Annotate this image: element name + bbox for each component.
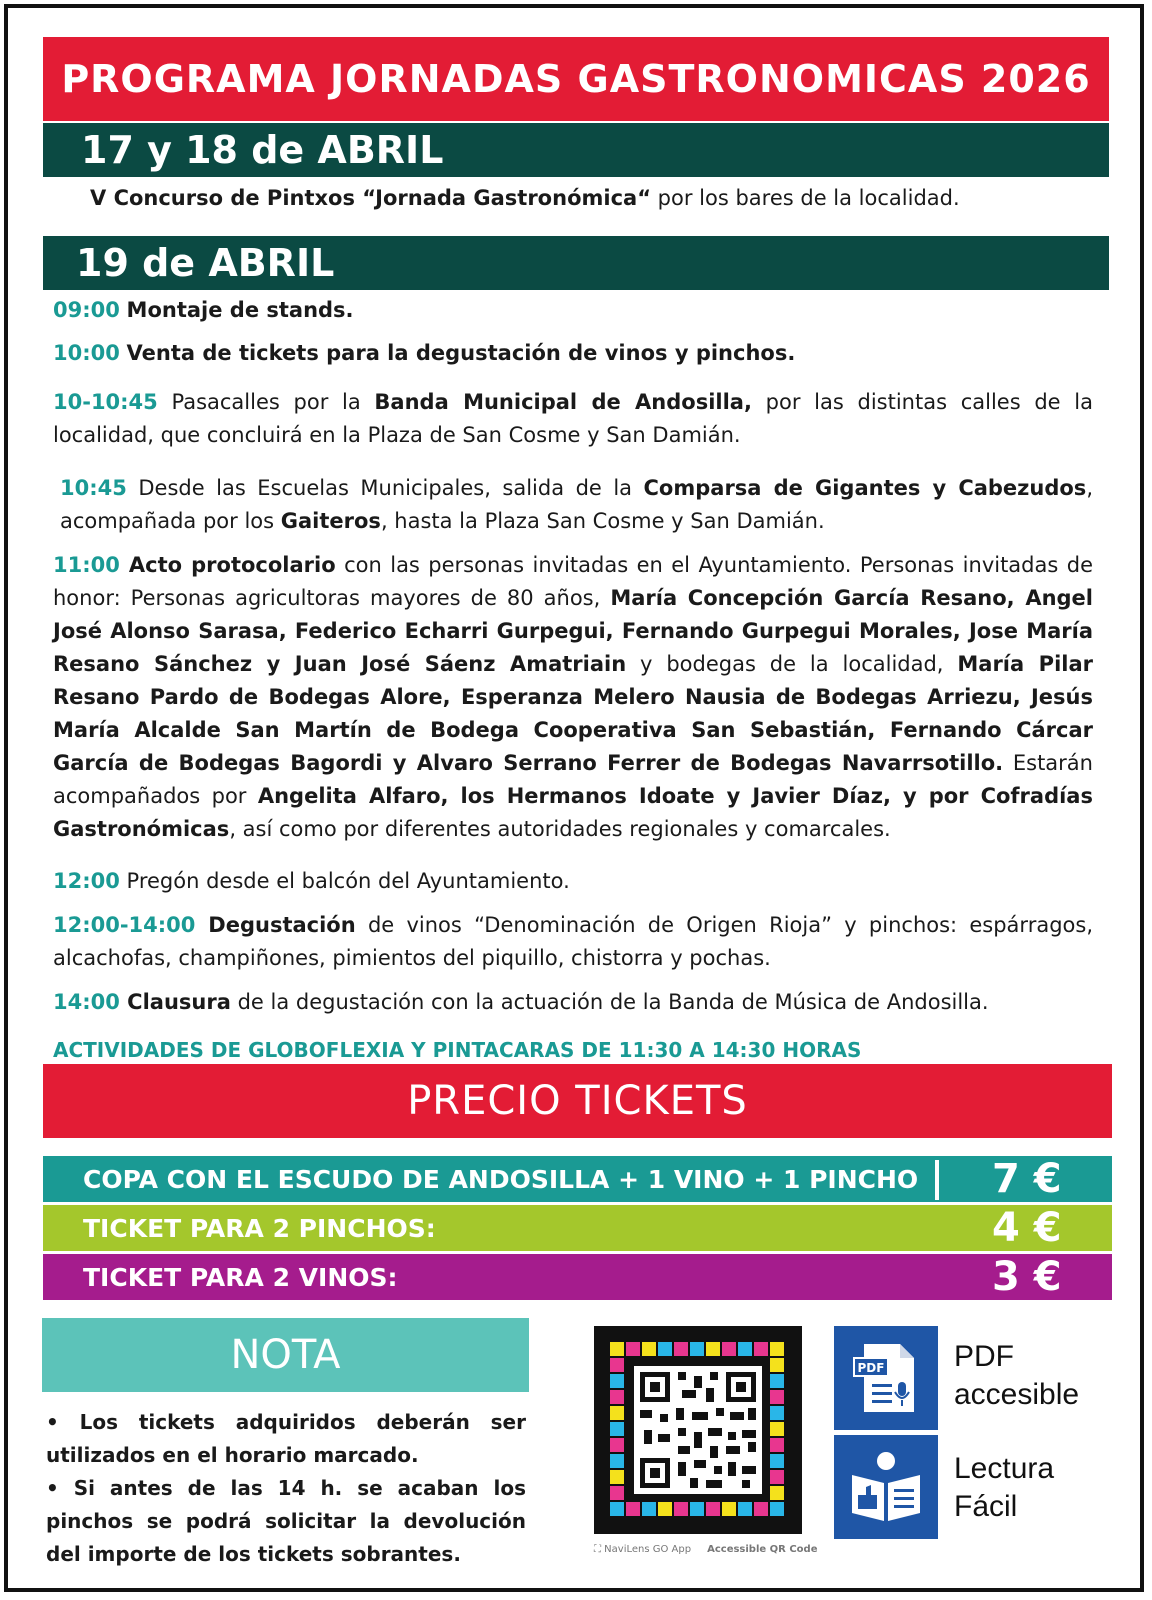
event-text: Desde las Escuelas Municipales, salida de la xyxy=(126,476,644,500)
qr-border-cell xyxy=(690,1502,704,1516)
event-text: Estarán acompañados por xyxy=(53,751,1093,808)
qr-border-cell xyxy=(658,1342,672,1356)
event-text: de la degustación con la actuación de la Banda de Música de Andosilla. xyxy=(230,990,989,1014)
qr-border-cell xyxy=(754,1342,768,1356)
event-text: por las distintas calles de la localidad, que concluirá en la Plaza de San Cosme y San Damián. xyxy=(53,390,1093,447)
qr-border-cell xyxy=(610,1406,624,1420)
date-heading-17-18: 17 y 18 de ABRIL xyxy=(43,123,1109,177)
qr-caption xyxy=(594,1544,818,1555)
event-highlight: Banda Municipal de Andosilla, xyxy=(374,390,752,414)
qr-border-cell xyxy=(642,1502,656,1516)
nota-item: • Los tickets adquiridos deberán ser utilizados en el horario marcado. xyxy=(46,1410,526,1467)
qr-border-cell xyxy=(610,1502,624,1516)
event-time: 14:00 xyxy=(53,990,120,1014)
event-text: Montaje de stands. xyxy=(126,298,354,322)
event-1000 xyxy=(53,341,795,365)
qr-border-cell xyxy=(754,1502,768,1516)
pdf-document-icon xyxy=(834,1326,938,1430)
event-time: 12:00-14:00 xyxy=(53,913,196,937)
qr-border-cell xyxy=(770,1486,784,1500)
concurso-rest: por los bares de la localidad. xyxy=(651,186,960,210)
qr-border-cell xyxy=(610,1422,624,1436)
pdf-accesible-button[interactable] xyxy=(834,1326,938,1430)
event-highlight: María Pilar Resano Pardo de Bodegas Alore, Esperanza Melero Nausia de Bodegas Arriezu, Jesús María Alcalde San Martín de Bodega Cooperativa San Sebastián, Fernando Cárcar García de Bodegas Bagordi y Alvaro Serrano Ferrer de Bodegas Navarrsotillo. xyxy=(53,652,1094,775)
event-time: 10:00 xyxy=(53,341,120,365)
price-row-pinchos xyxy=(43,1205,1112,1251)
qr-border-cell xyxy=(626,1502,640,1516)
price-row-copa xyxy=(43,1156,1112,1202)
event-highlight: Clausura xyxy=(119,990,231,1014)
price-amount: 7 € xyxy=(992,1156,1062,1202)
event-time: 11:00 xyxy=(53,553,120,577)
event-highlight: Gaiteros xyxy=(280,509,381,533)
qr-border-cell xyxy=(738,1342,752,1356)
qr-border-cell xyxy=(626,1342,640,1356)
event-1100 xyxy=(53,549,1093,846)
qr-border-cell xyxy=(770,1342,784,1356)
qr-border-cell xyxy=(738,1502,752,1516)
price-divider xyxy=(935,1160,939,1200)
price-label: TICKET PARA 2 PINCHOS: xyxy=(83,1213,436,1243)
qr-border-cell xyxy=(674,1342,688,1356)
qr-code-icon xyxy=(610,1342,786,1518)
event-highlight: Degustación xyxy=(195,913,356,937)
qr-border-cell xyxy=(674,1502,688,1516)
event-time: 10:45 xyxy=(60,476,127,500)
event-time: 09:00 xyxy=(53,298,120,322)
pdf-accesible-label xyxy=(954,1338,1079,1414)
event-highlight: Acto protocolario xyxy=(119,553,336,577)
qr-border-cell xyxy=(770,1406,784,1420)
qr-border-cell xyxy=(722,1342,736,1356)
nota-heading: NOTA xyxy=(42,1318,529,1392)
nota-list xyxy=(46,1406,526,1571)
date-heading-19: 19 de ABRIL xyxy=(43,236,1109,290)
event-time: 10-10:45 xyxy=(53,390,158,414)
qr-border-cell xyxy=(642,1342,656,1356)
lectura-label-line: Lectura xyxy=(954,1452,1055,1485)
qr-border-cell xyxy=(706,1502,720,1516)
lectura-label-line: Fácil xyxy=(954,1490,1018,1523)
qr-border-cell xyxy=(770,1502,784,1516)
price-amount: 3 € xyxy=(992,1254,1062,1300)
price-label: COPA CON EL ESCUDO DE ANDOSILLA + 1 VINO + 1 PINCHO xyxy=(83,1164,919,1194)
event-0900 xyxy=(53,298,354,322)
qr-border-cell xyxy=(610,1454,624,1468)
event-text: con las personas invitadas en el Ayuntamiento. Personas invitadas de honor: Personas agricultoras mayores de 80 años, xyxy=(53,553,1093,610)
qr-border-cell xyxy=(610,1438,624,1452)
event-text: de vinos “Denominación de Origen Rioja” y pinchos: espárragos, alcachofas, champiñones, pimientos del piquillo, chistorra y pochas. xyxy=(53,913,1093,970)
pdf-label-line: PDF xyxy=(954,1340,1014,1373)
event-highlight: Angelita Alfaro, los Hermanos Idoate y Javier Díaz, y por Cofradías Gastronómicas xyxy=(53,784,1093,841)
qr-border-cell xyxy=(770,1438,784,1452)
event-time: 12:00 xyxy=(53,869,120,893)
qr-caption-accessible: Accessible QR Code xyxy=(707,1544,818,1555)
concurso-title: V Concurso de Pintxos “Jornada Gastronómica“ xyxy=(90,186,651,210)
qr-border-cell xyxy=(770,1390,784,1404)
event-text: y bodegas de la localidad, xyxy=(626,652,958,676)
navilens-qr-code[interactable] xyxy=(594,1326,802,1534)
concurso-line xyxy=(90,186,960,210)
qr-border-cell xyxy=(706,1342,720,1356)
qr-border-cell xyxy=(658,1502,672,1516)
event-highlight: Comparsa de Gigantes y Cabezudos xyxy=(643,476,1087,500)
event-1010-1045 xyxy=(53,386,1093,452)
qr-border-cell xyxy=(610,1358,624,1372)
qr-border-cell xyxy=(770,1358,784,1372)
event-text: , así como por diferentes autoridades regionales y comarcales. xyxy=(229,817,891,841)
pdf-icon-label: PDF xyxy=(857,1361,885,1375)
event-1045 xyxy=(60,472,1093,538)
qr-border-cell xyxy=(770,1454,784,1468)
event-text: , acompañada por los xyxy=(60,476,1093,533)
event-text: Pasacalles por la xyxy=(157,390,375,414)
lectura-facil-button[interactable] xyxy=(834,1435,938,1539)
qr-border-cell xyxy=(770,1374,784,1388)
page-title: PROGRAMA JORNADAS GASTRONOMICAS 2026 xyxy=(43,37,1109,121)
event-text: , hasta la Plaza San Cosme y San Damián. xyxy=(380,509,825,533)
easy-read-icon xyxy=(834,1435,938,1539)
qr-border-cell xyxy=(690,1342,704,1356)
qr-border-cell xyxy=(770,1470,784,1484)
lectura-facil-label xyxy=(954,1450,1054,1526)
qr-caption-app: ⛶ NaviLens GO App xyxy=(594,1544,692,1555)
qr-border-cell xyxy=(722,1502,736,1516)
qr-border-cell xyxy=(610,1342,624,1356)
qr-border-cell xyxy=(610,1390,624,1404)
event-1200 xyxy=(53,869,570,893)
event-highlight: María Concepción García Resano, Angel José Alonso Sarasa, Federico Echarri Gurpegui, Fernando Gurpegui Morales, Jose María Resano Sánchez y Juan José Sáenz Amatriain xyxy=(53,586,1093,676)
pdf-label-line: accesible xyxy=(954,1378,1080,1411)
event-text: Pregón desde el balcón del Ayuntamiento. xyxy=(119,869,570,893)
precio-tickets-heading: PRECIO TICKETS xyxy=(43,1064,1112,1138)
actividades-note: ACTIVIDADES DE GLOBOFLEXIA Y PINTACARAS DE 11:30 A 14:30 HORAS xyxy=(53,1038,862,1062)
qr-border-cell xyxy=(610,1374,624,1388)
qr-border-cell xyxy=(770,1422,784,1436)
nota-item: • Si antes de las 14 h. se acaban los pinchos se podrá solicitar la devolución del importe de los tickets sobrantes. xyxy=(46,1476,526,1566)
event-1200-1400 xyxy=(53,909,1093,975)
qr-border-cell xyxy=(610,1486,624,1500)
price-row-vinos xyxy=(43,1254,1112,1300)
price-label: TICKET PARA 2 VINOS: xyxy=(83,1262,398,1292)
qr-border-cell xyxy=(610,1470,624,1484)
price-amount: 4 € xyxy=(992,1205,1062,1251)
event-text: Venta de tickets para la degustación de vinos y pinchos. xyxy=(126,341,796,365)
event-1400 xyxy=(53,990,989,1014)
